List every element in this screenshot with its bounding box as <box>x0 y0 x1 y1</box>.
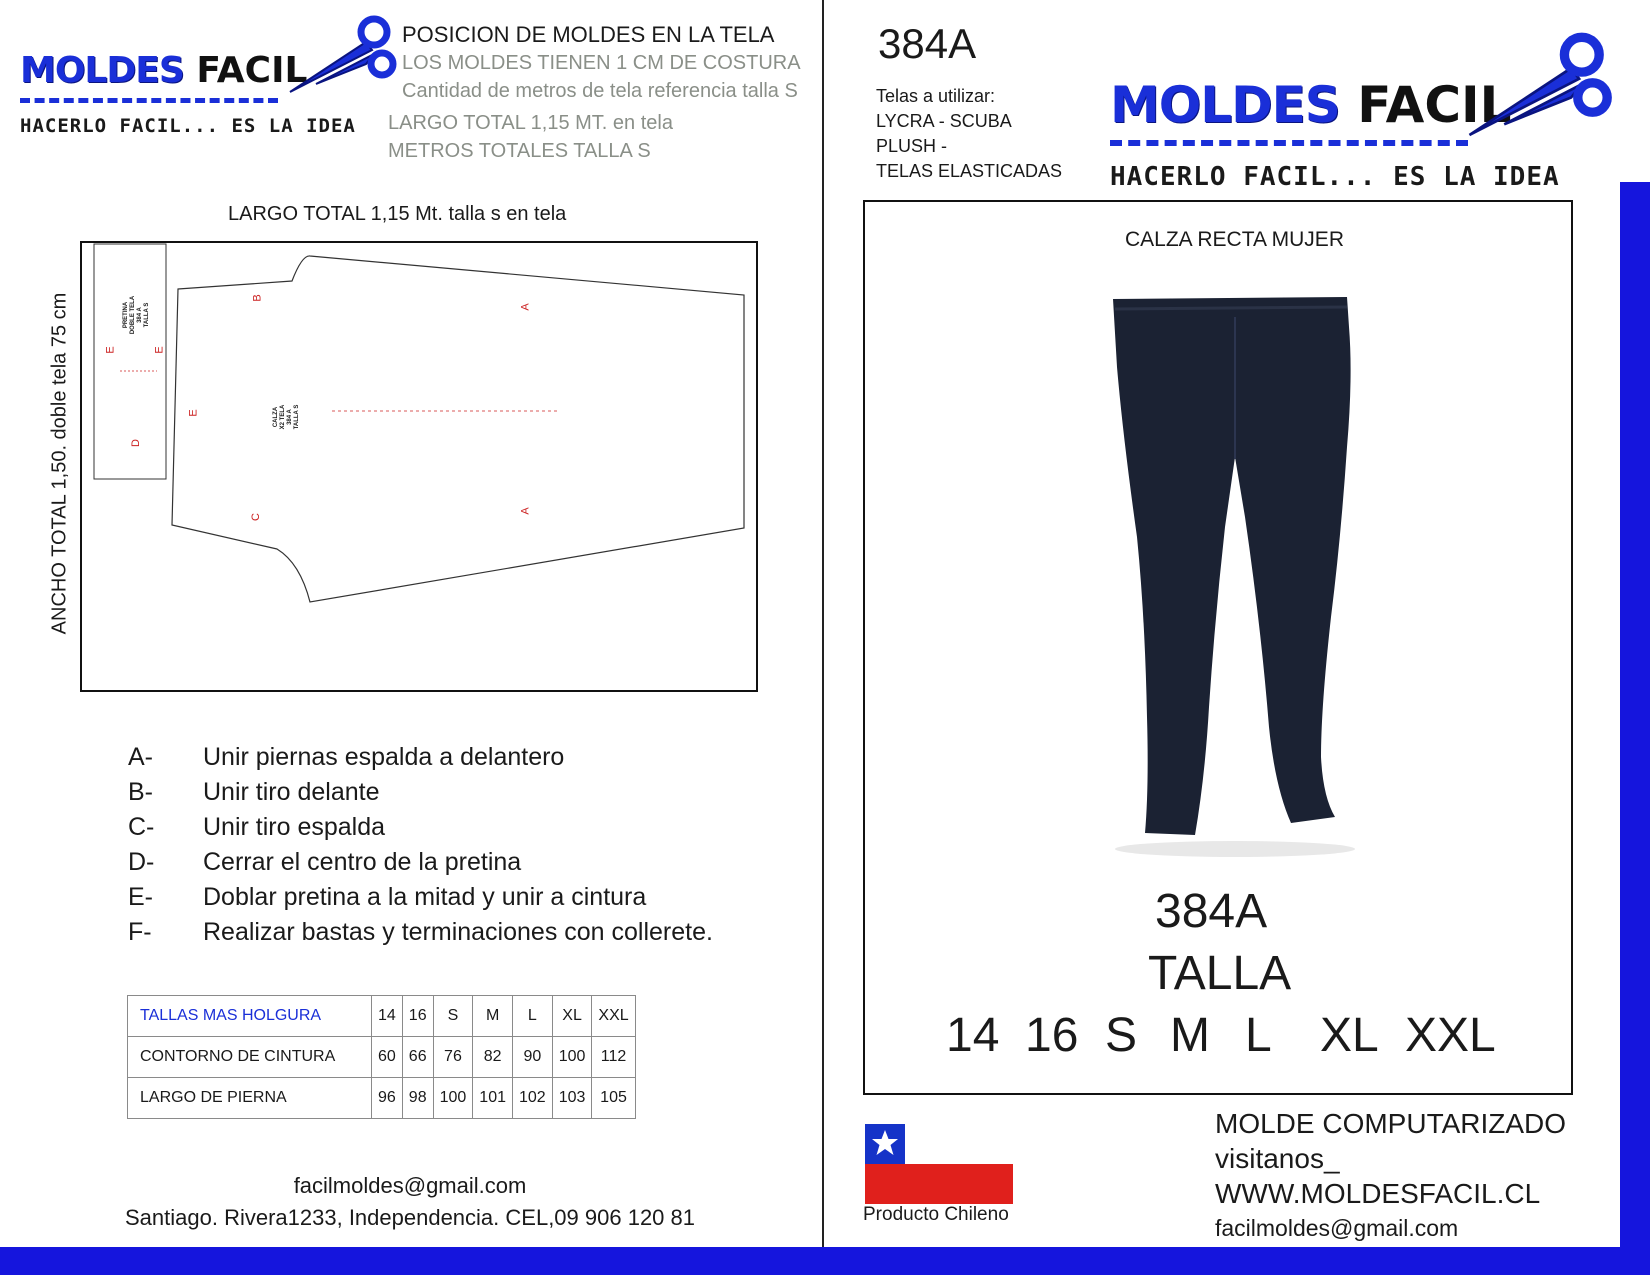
instruction-row <box>128 778 379 807</box>
mark-b: B <box>251 294 264 302</box>
footer-address: Santiago. Rivera1233, Independencia. CEL,09 906 120 81 <box>125 1205 695 1230</box>
fabric-line: Telas a utilizar: <box>876 86 996 106</box>
instruction-row <box>128 743 564 772</box>
size-table-header-label: TALLAS MAS HOLGURA <box>128 996 372 1037</box>
size-table <box>127 995 636 1119</box>
scissors-icon <box>1464 28 1614 143</box>
instruction-text: Realizar bastas y terminaciones con collerete. <box>203 918 713 946</box>
calza-piece <box>172 256 744 602</box>
size-header-cell: S <box>433 996 473 1037</box>
size-item: 16 <box>1025 1009 1079 1062</box>
calza-note-line: CALZA <box>273 406 279 428</box>
row-label: LARGO DE PIERNA <box>128 1078 372 1119</box>
product-box <box>863 200 1573 1095</box>
size-header-cell: M <box>473 996 513 1037</box>
page-divider <box>822 0 824 1262</box>
table-cell: 96 <box>372 1078 403 1119</box>
calza-note-line: TALLA S <box>294 404 300 430</box>
logo-facil: FACIL <box>196 50 308 91</box>
table-cell: 103 <box>552 1078 592 1119</box>
table-cell: 66 <box>402 1037 433 1078</box>
pretina-note <box>123 275 151 355</box>
pants-image <box>1085 287 1385 862</box>
footer-line: visitanos_ <box>1215 1143 1340 1174</box>
fabric-line: TELAS ELASTICADAS <box>876 161 1063 181</box>
product-code: 384A <box>878 20 977 67</box>
pretina-note-line: 384 A <box>137 307 143 323</box>
left-header-line-2: LOS MOLDES TIENEN 1 CM DE COSTURA <box>402 52 801 74</box>
left-header-line-1: POSICION DE MOLDES EN LA TELA <box>402 22 775 47</box>
calza-note-line: 384 A <box>287 409 293 425</box>
left-header-line-4: LARGO TOTAL 1,15 MT. en tela <box>388 112 673 134</box>
right-footer <box>1215 1106 1566 1246</box>
mark-a-bottom: A <box>519 507 532 515</box>
size-item: L <box>1245 1009 1272 1062</box>
logo-dashes <box>1110 140 1468 146</box>
size-header-cell: 16 <box>402 996 433 1037</box>
table-cell: 82 <box>473 1037 513 1078</box>
table-cell: 100 <box>552 1037 592 1078</box>
table-cell: 102 <box>513 1078 553 1119</box>
calza-note <box>273 377 301 457</box>
row-label: CONTORNO DE CINTURA <box>128 1037 372 1078</box>
logo-moldes: MOLDES <box>20 50 184 91</box>
size-header-cell: 14 <box>372 996 403 1037</box>
instruction-key: E- <box>128 883 153 911</box>
instruction-row <box>128 883 646 912</box>
logo-facil: FACIL <box>1357 76 1512 134</box>
instruction-key: A- <box>128 743 153 771</box>
instruction-text: Unir tiro espalda <box>203 813 386 841</box>
pretina-note-line: DOBLE TELA <box>130 295 136 335</box>
chile-flag-icon <box>865 1124 1013 1204</box>
product-code-big: 384A <box>1155 885 1268 938</box>
table-cell: 60 <box>372 1037 403 1078</box>
footer-email-right[interactable]: facilmoldes@gmail.com <box>1215 1215 1459 1241</box>
mark-c: C <box>249 513 262 521</box>
size-header-cell: XL <box>552 996 592 1037</box>
fabrics-list <box>876 84 1062 184</box>
table-row <box>128 1037 636 1078</box>
left-header-line-5: METROS TOTALES TALLA S <box>388 140 651 162</box>
left-tagline: HACERLO FACIL... ES LA IDEA <box>20 115 356 137</box>
layout-side-label: ANCHO TOTAL 1,50. doble tela 75 cm <box>48 292 71 635</box>
bottom-bar <box>0 1247 1650 1275</box>
size-table-header-row <box>128 996 636 1037</box>
mark-d: D <box>129 439 142 447</box>
mark-e-pretina-left: E <box>104 346 117 354</box>
mark-e-pretina-right: E <box>153 346 166 354</box>
instruction-text: Unir tiro delante <box>203 778 380 806</box>
instruction-row <box>128 848 521 877</box>
fabric-layout <box>80 241 758 692</box>
table-row <box>128 1078 636 1119</box>
left-header-line-3: Cantidad de metros de tela referencia talla S <box>402 80 798 102</box>
pretina-note-line: PRETINA <box>123 301 129 329</box>
size-item: 14 <box>946 1009 1000 1062</box>
website-link[interactable]: WWW.MOLDESFACIL.CL <box>1215 1178 1541 1209</box>
mark-a-top: A <box>519 303 532 311</box>
table-cell: 76 <box>433 1037 473 1078</box>
instruction-text: Cerrar el centro de la pretina <box>203 848 522 876</box>
instruction-key: B- <box>128 778 153 806</box>
instruction-key: F- <box>128 918 152 946</box>
size-item: XXL <box>1405 1009 1496 1062</box>
instruction-text: Unir piernas espalda a delantero <box>203 743 565 771</box>
fabric-line: PLUSH - <box>876 136 948 156</box>
fabric-line: LYCRA - SCUBA <box>876 111 1012 131</box>
flag-caption: Producto Chileno <box>863 1204 1009 1225</box>
table-cell: 90 <box>513 1037 553 1078</box>
logo-moldes: MOLDES <box>1110 76 1340 134</box>
right-edge-bar <box>1620 182 1650 1275</box>
pattern-pieces <box>82 243 756 690</box>
scissors-icon <box>286 12 398 98</box>
product-title: CALZA RECTA MUJER <box>1125 228 1344 251</box>
talla-label: TALLA <box>1148 947 1292 1000</box>
footer-email[interactable]: facilmoldes@gmail.com <box>293 1173 527 1198</box>
size-item: S <box>1105 1009 1138 1062</box>
instruction-key: C- <box>128 813 155 841</box>
logo-dashes <box>20 98 278 103</box>
size-item: XL <box>1320 1009 1379 1062</box>
instruction-key: D- <box>128 848 155 876</box>
instruction-row <box>128 813 385 842</box>
left-logo <box>18 12 398 112</box>
size-item: M <box>1170 1009 1210 1062</box>
size-header-cell: L <box>513 996 553 1037</box>
table-cell: 100 <box>433 1078 473 1119</box>
right-tagline: HACERLO FACIL... ES LA IDEA <box>1110 162 1560 192</box>
instruction-text: Doblar pretina a la mitad y unir a cintura <box>203 883 647 911</box>
calza-note-line: X2 TELA <box>280 404 286 430</box>
pretina-note-line: TALLA S <box>144 302 150 328</box>
table-cell: 105 <box>592 1078 635 1119</box>
table-cell: 112 <box>592 1037 635 1078</box>
table-cell: 98 <box>402 1078 433 1119</box>
size-header-cell: XXL <box>592 996 635 1037</box>
mark-e-calza: E <box>187 409 200 417</box>
layout-title: LARGO TOTAL 1,15 Mt. talla s en tela <box>228 203 567 225</box>
footer-line: MOLDE COMPUTARIZADO <box>1215 1108 1567 1139</box>
table-cell: 101 <box>473 1078 513 1119</box>
right-logo <box>1108 28 1628 148</box>
instruction-row <box>128 918 713 947</box>
